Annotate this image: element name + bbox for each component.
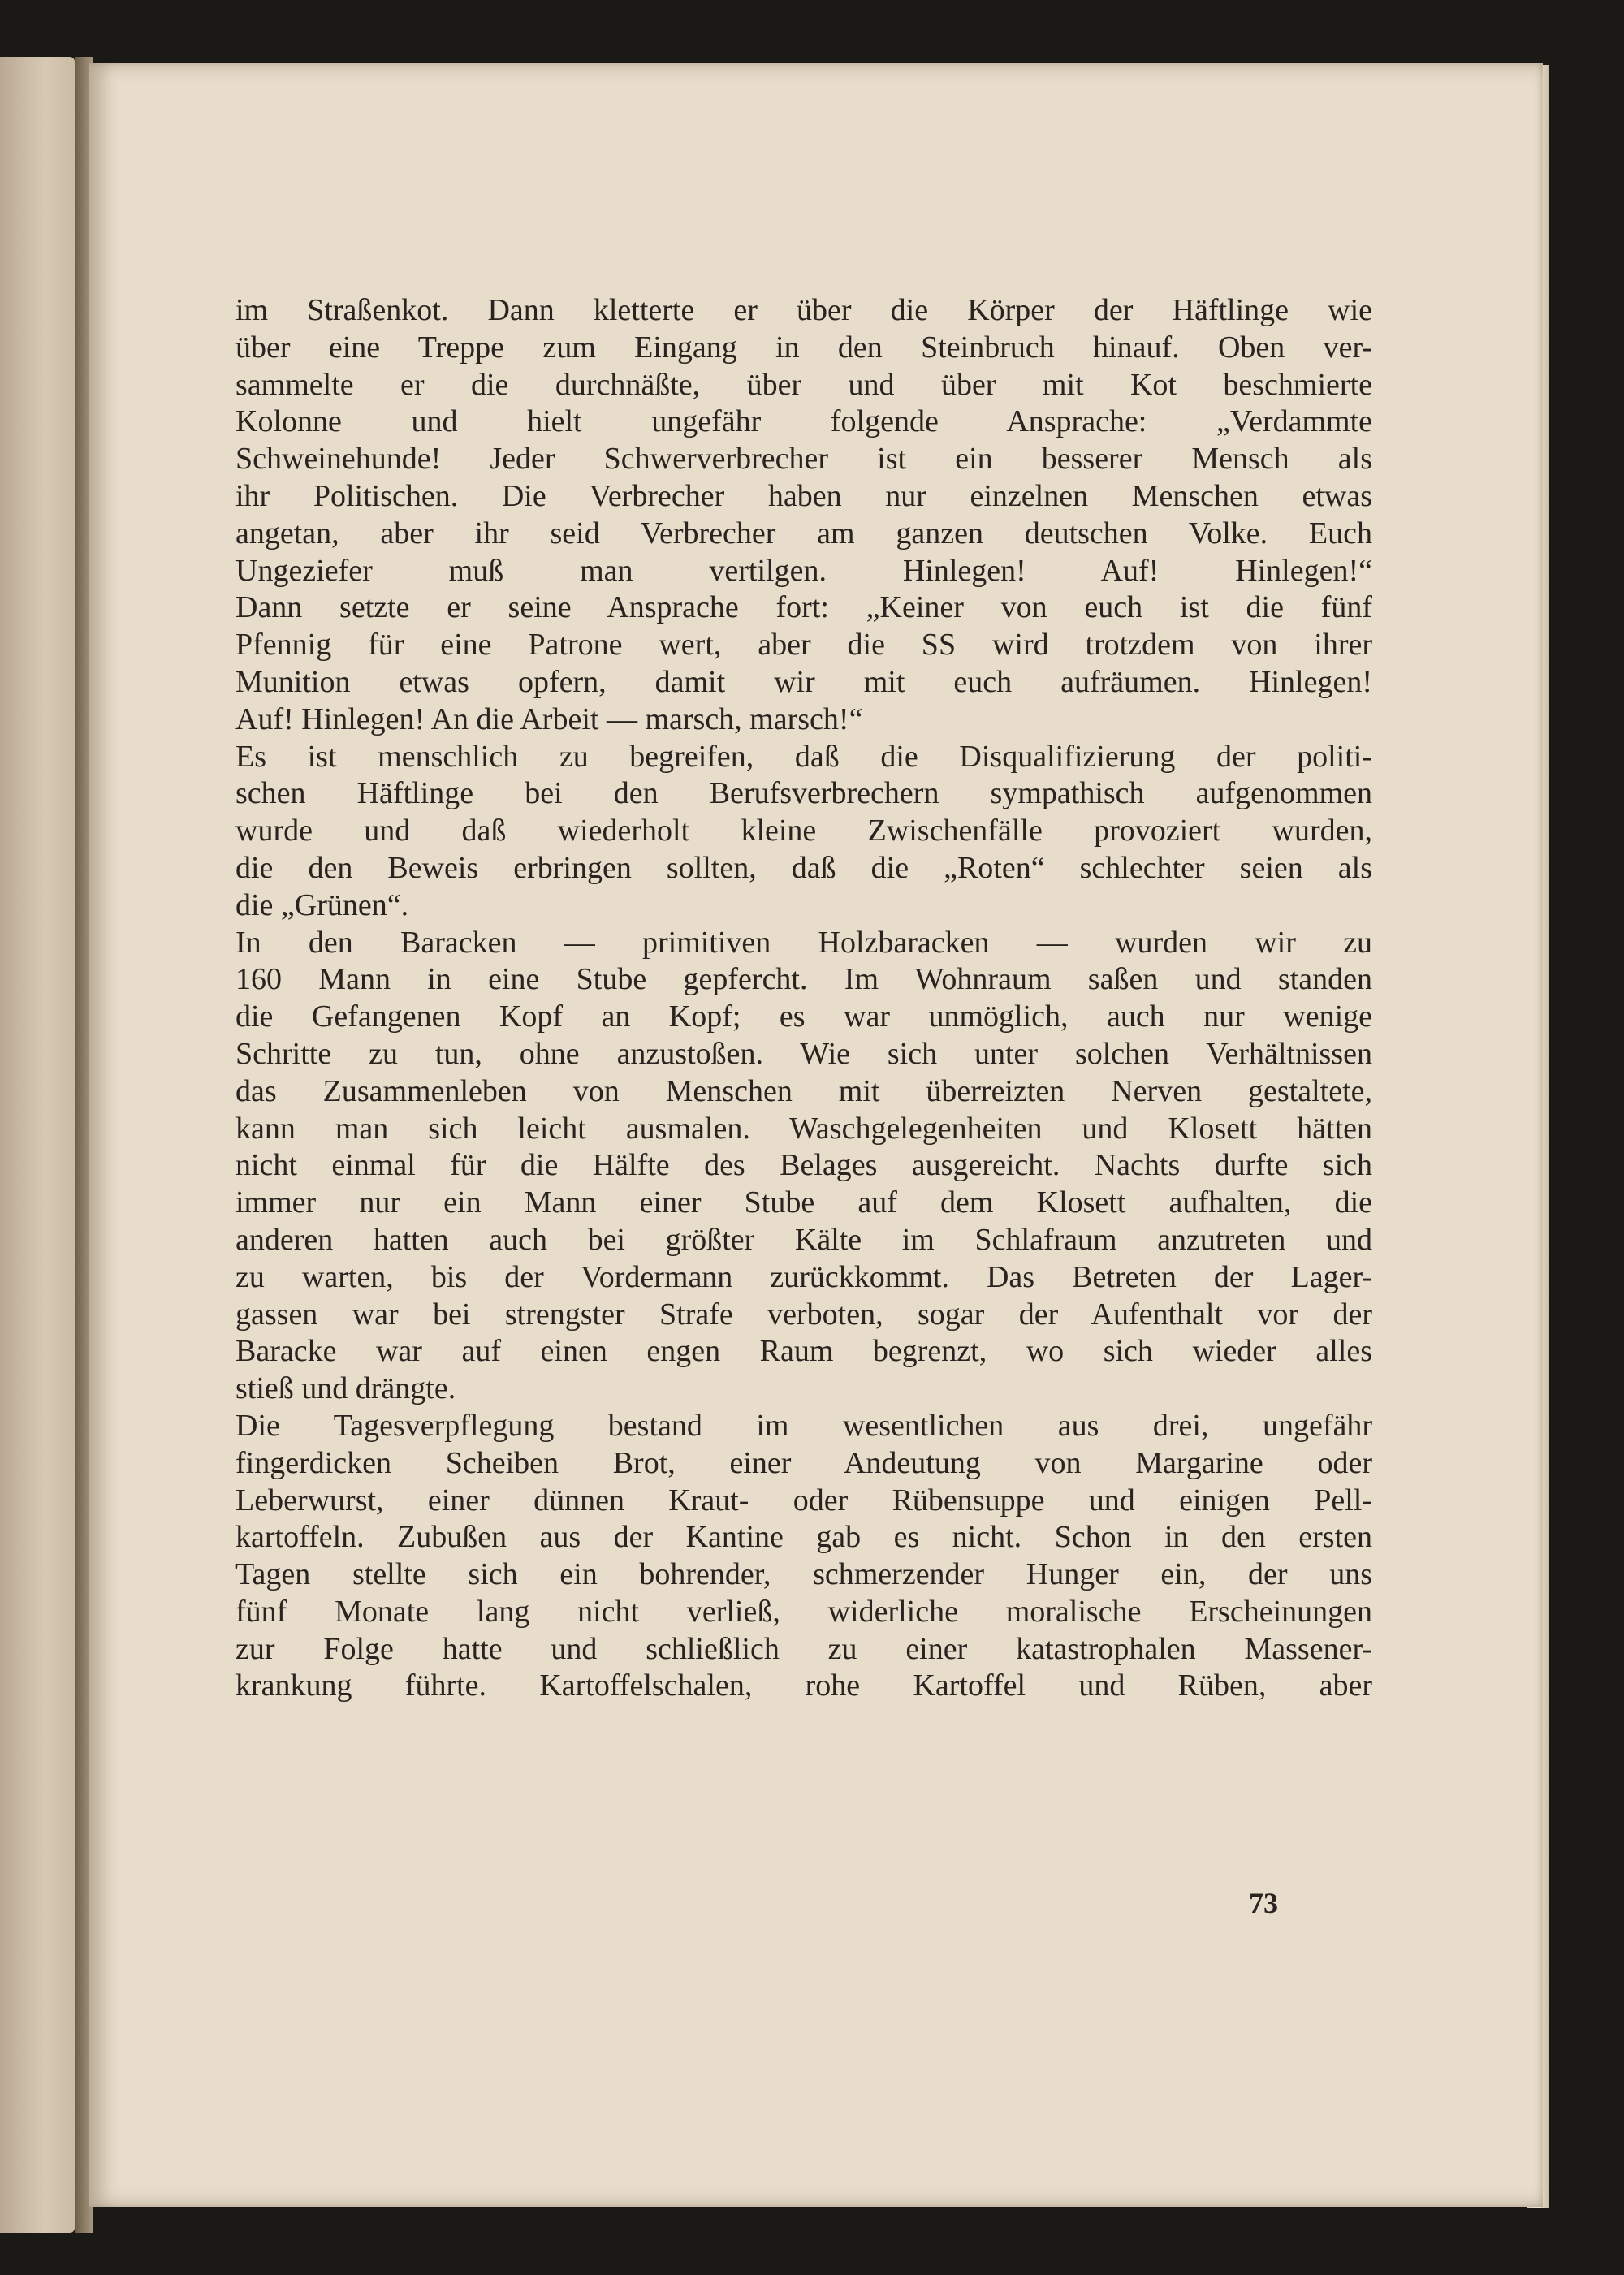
text-line: die Gefangenen Kopf an Kopf; es war unmöglich, auch nur wenige [235, 999, 1372, 1034]
text-line: Auf! Hinlegen! An die Arbeit — marsch, marsch!“ [235, 701, 863, 736]
text-line: anderen hatten auch bei größter Kälte im Schlafraum anzutreten und [235, 1222, 1372, 1257]
text-line: über eine Treppe zum Eingang in den Steinbruch hinauf. Oben ver- [235, 330, 1372, 365]
text-line: 160 Mann in eine Stube gepfercht. Im Wohnraum saßen und standen [235, 962, 1372, 997]
text-line: kartoffeln. Zubußen aus der Kantine gab es nicht. Schon in den ersten [235, 1520, 1372, 1555]
text-line: schen Häftlinge bei den Berufsverbrechern sympathisch aufgenommen [235, 776, 1372, 811]
text-line: zu warten, bis der Vordermann zurückkommt. Das Betreten der Lager- [235, 1259, 1372, 1294]
page-number: 73 [1249, 1887, 1278, 1919]
text-line: Dann setzte er seine Ansprache fort: „Keiner von euch ist die fünf [235, 590, 1372, 625]
text-line: Schritte zu tun, ohne anzustoßen. Wie sich unter solchen Verhältnissen [235, 1036, 1372, 1071]
text-line: sammelte er die durchnäßte, über und über mit Kot beschmierte [235, 367, 1372, 402]
text-line: Tagen stellte sich ein bohrender, schmerzender Hunger ein, der uns [235, 1557, 1372, 1592]
book-page [89, 63, 1543, 2207]
text-line: In den Baracken — primitiven Holzbaracken — wurden wir zu [235, 925, 1372, 960]
text-line: Leberwurst, einer dünnen Kraut- oder Rübensuppe und einigen Pell- [235, 1483, 1372, 1517]
text-line: nicht einmal für die Hälfte des Belages ausgereicht. Nachts durfte sich [235, 1148, 1372, 1183]
text-line: immer nur ein Mann einer Stube auf dem Klosett aufhalten, die [235, 1185, 1372, 1220]
text-line: Die Tagesverpflegung bestand im wesentlichen aus drei, ungefähr [235, 1408, 1372, 1443]
text-line: fingerdicken Scheiben Brot, einer Andeutung von Margarine oder [235, 1445, 1372, 1480]
text-line: Munition etwas opfern, damit wir mit euch aufräumen. Hinlegen! [235, 664, 1372, 699]
text-line: das Zusammenleben von Menschen mit überreizten Nerven gestaltete, [235, 1073, 1372, 1108]
text-line: im Straßenkot. Dann kletterte er über die Körper der Häftlinge wie [235, 293, 1372, 327]
text-line: kann man sich leicht ausmalen. Waschgelegenheiten und Klosett hätten [235, 1111, 1372, 1146]
text-line: zur Folge hatte und schließlich zu einer katastrophalen Massener- [235, 1631, 1372, 1666]
text-line: die den Beweis erbringen sollten, daß die „Roten“ schlechter seien als [235, 850, 1372, 885]
text-line: Pfennig für eine Patrone wert, aber die SS wird trotzdem von ihrer [235, 628, 1372, 663]
paragraph [235, 739, 1372, 925]
text-line: die „Grünen“. [235, 887, 409, 922]
text-line: fünf Monate lang nicht verließ, widerliche moralische Erscheinungen [235, 1594, 1372, 1629]
text-line: wurde und daß wiederholt kleine Zwischenfälle provoziert wurden, [235, 814, 1372, 848]
text-line: krankung führte. Kartoffelschalen, rohe Kartoffel und Rüben, aber [235, 1668, 1372, 1703]
paragraph [235, 1408, 1372, 1705]
paragraph [235, 925, 1372, 1408]
text-line: gassen war bei strengster Strafe verboten, sogar der Aufenthalt vor der [235, 1297, 1372, 1332]
text-line: angetan, aber ihr seid Verbrecher am ganzen deutschen Volke. Euch [235, 516, 1372, 550]
text-line: Baracke war auf einen engen Raum begrenzt, wo sich wieder alles [235, 1334, 1372, 1369]
text-line: Ungeziefer muß man vertilgen. Hinlegen! Auf! Hinlegen!“ [235, 553, 1372, 588]
text-line: stieß und drängte. [235, 1371, 456, 1406]
text-line: ihr Politischen. Die Verbrecher haben nur einzelnen Menschen etwas [235, 478, 1372, 513]
facing-page-edge [0, 57, 75, 2233]
body-text [235, 292, 1372, 1705]
text-line: Es ist menschlich zu begreifen, daß die Disqualifizierung der politi- [235, 739, 1372, 774]
paragraph [235, 292, 1372, 739]
text-line: Schweinehunde! Jeder Schwerverbrecher ist ein besserer Mensch als [235, 442, 1372, 477]
text-line: Kolonne und hielt ungefähr folgende Ansprache: „Verdammte [235, 404, 1372, 439]
